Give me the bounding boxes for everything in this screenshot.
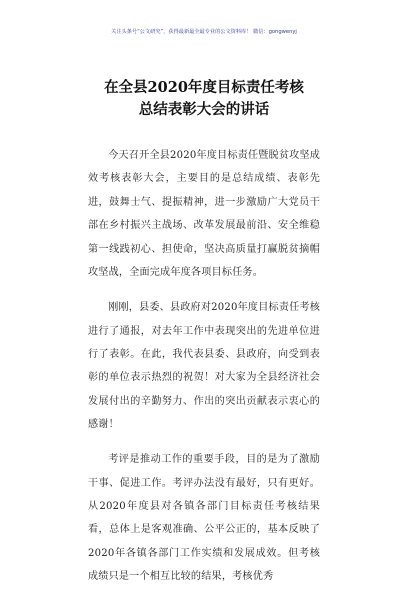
document-title-line-1: 在全县2020年度目标责任考核 [104,79,304,96]
document-body [88,144,320,600]
paragraph-3: 考评是推动工作的重要手段，目的是为了激励干事、促进工作。考评办法没有最好，只有更好。从2020年度县对各镇各部门目标责任考核结果看，总体上是客观准确、公平公正的，基本反映了2020年各镇各部门工作实绩和发展成效。但考核成绩只是一个相互比较的结果，考核优秀 [88,454,320,583]
paragraph-2: 刚刚，县委、县政府对2020年度目标责任考核进行了通报，对去年工作中表现突出的先进单位进行了表彰。在此，我代表县委、县政府，向受到表彰的单位表示热烈的祝贺！对大家为全县经济社会发展付出的辛勤努力、作出的突出贡献表示衷心的感谢！ [88,302,320,431]
paragraph-1: 今天召开全县2020年度目标责任暨脱贫攻坚成效考核表彰大会，主要目的是总结成绩、表彰先进，鼓舞士气、提振精神，进一步激励广大党员干部在乡村振兴主战场、改革发展最前沿、安全维稳第一线践初心、担使命，坚决高质量打赢脱贫摘帽攻坚战，全面完成年度各项目标任务。 [88,150,320,279]
document-title-line-2: 总结表彰大会的讲话 [138,101,270,118]
header-promo-note: 关注头条号“公文研究”，获得最新最全最专业的公文资料库！ 微信：gongwenyj [111,29,297,35]
